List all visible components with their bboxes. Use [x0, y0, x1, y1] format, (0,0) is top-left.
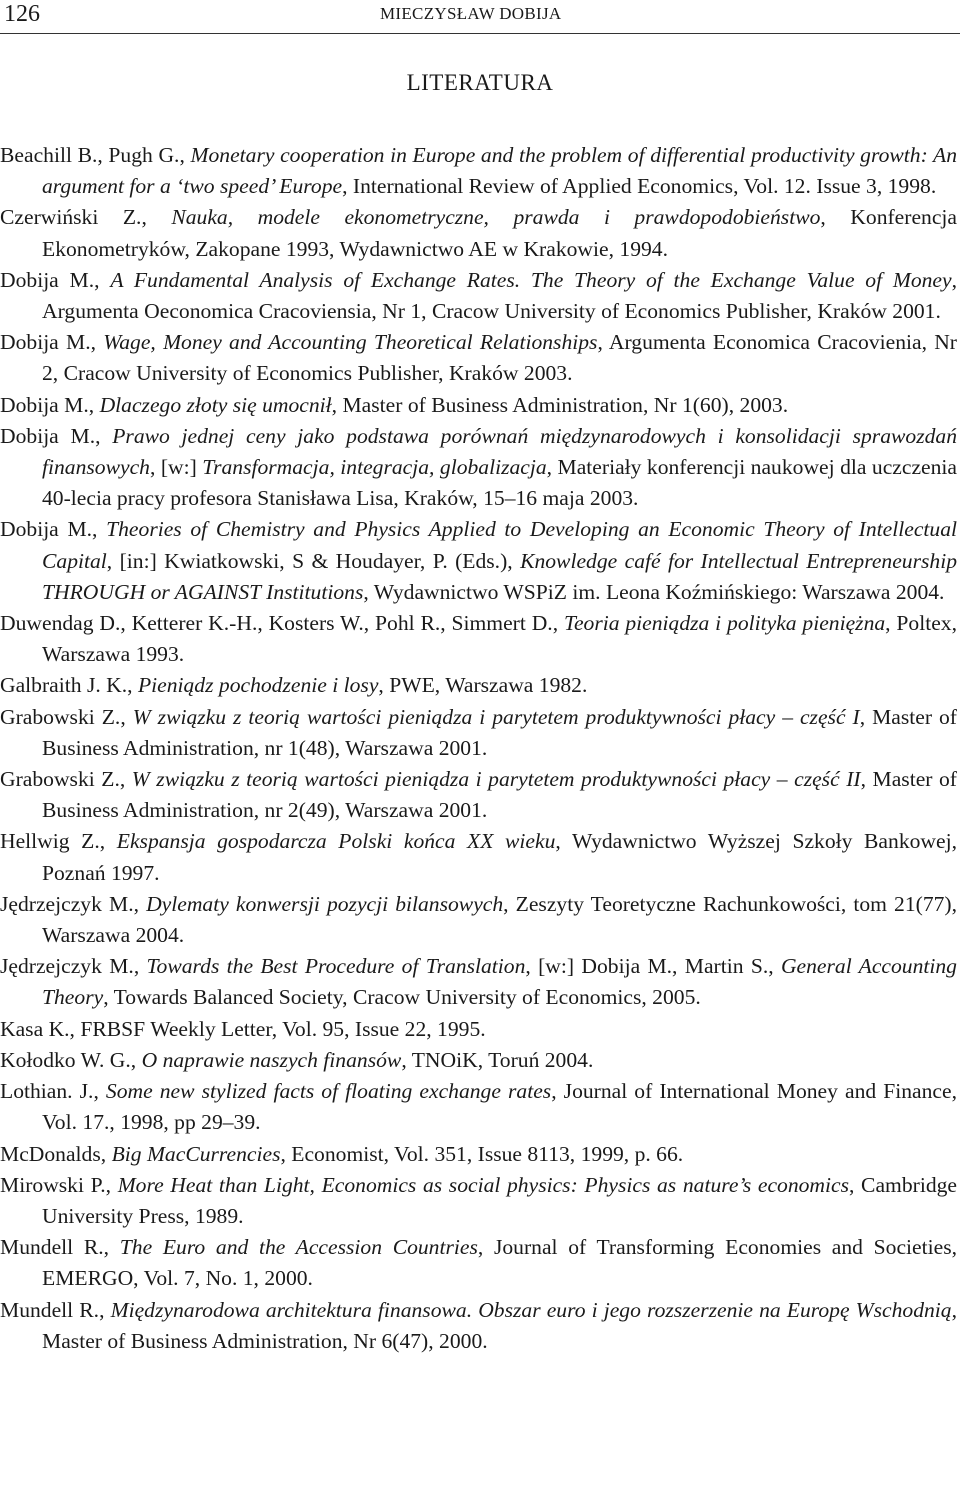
reference-text: ,	[133, 954, 147, 979]
reference-text: , International Review of Applied Economics, Vol. 12. Issue 3, 1998.	[342, 174, 937, 199]
reference-title: Knowledge café for Intellectual Entrepreneurship THROUGH or AGAINST Institutions	[42, 548, 957, 604]
reference-text: Grabowski Z.	[0, 704, 121, 729]
reference-entry	[0, 826, 957, 888]
reference-title: Monetary cooperation in Europe and the problem of differential productivity growth: An argument for a ‘two speed’ Europe	[42, 143, 958, 199]
reference-text: Kasa K., FRBSF Weekly Letter, Vol. 95, Issue 22, 1995.	[0, 1016, 486, 1041]
reference-text: , Argumenta Oeconomica Cracoviensia, Nr 1, Cracow University of Economics Publisher, Kraków 2001.	[42, 267, 958, 324]
reference-entry	[0, 1139, 957, 1170]
reference-title: Some new stylized facts of floating exchange rates	[105, 1079, 552, 1104]
reference-entry	[0, 202, 957, 264]
reference-title: W związku z teorią wartości pieniądza i parytetem produktywności płacy – część II	[131, 767, 861, 792]
reference-text: Mirowski P.	[0, 1172, 106, 1197]
reference-text: , Towards Balanced Society, Cracow University of Economics, 2005.	[103, 985, 701, 1010]
reference-text: Mundell R.	[0, 1235, 104, 1260]
reference-text: Mundell R.	[0, 1297, 100, 1322]
reference-text: ,	[105, 1172, 118, 1197]
reference-text: ,	[99, 829, 117, 854]
reference-list	[0, 140, 957, 1357]
reference-text: ,	[88, 392, 100, 417]
reference-entry	[0, 1295, 957, 1357]
reference-text: , [in:] Kwiatkowski, S & Houdayer, P. (Eds.),	[106, 548, 521, 573]
reference-text: ,	[93, 1079, 106, 1104]
reference-text: , Master of Business Administration, nr 1(48), Warszawa 2001.	[42, 704, 957, 760]
reference-text: , [w:] Dobija M., Martin S.,	[525, 954, 781, 979]
reference-entry	[0, 421, 957, 515]
reference-text: , [w:]	[149, 455, 203, 480]
reference-title: Dylematy konwersji pozycji bilansowych	[146, 891, 504, 916]
reference-text: , Wydawnictwo WSPiZ im. Leona Koźmińskiego: Warszawa 2004.	[363, 579, 945, 604]
reference-text: Beachill B., Pugh G.	[0, 143, 180, 167]
reference-text: ,	[127, 673, 138, 698]
reference-text: Dobija M.	[0, 517, 93, 542]
reference-title: General Accounting Theory	[42, 954, 957, 1010]
reference-entry	[0, 265, 957, 327]
reference-entry	[0, 1045, 957, 1076]
reference-entry	[0, 670, 957, 701]
reference-text: ,	[133, 891, 147, 916]
reference-title: A Fundamental Analysis of Exchange Rates. The Theory of the Exchange Value of Money	[110, 267, 952, 292]
reference-title: Theories of Chemistry and Physics Applied to Developing an Economic Theory of Intellectual Capital	[42, 517, 958, 573]
reference-text: , Konferencja Ekonometryków, Zakopane 1993, Wydawnictwo AE w Krakowie, 1994.	[42, 205, 958, 261]
reference-text: ,	[99, 1297, 111, 1322]
reference-text: ,	[94, 267, 111, 292]
reference-title: The Euro and the Accession Countries	[119, 1235, 478, 1260]
reference-text: , TNOiK, Toruń 2004.	[401, 1047, 594, 1072]
reference-text: Duwendag D., Ketterer K.-H., Kosters W., Pohl R., Simmert D.	[0, 611, 553, 636]
reference-text: , Master of Business Administration, Nr 6(47), 2000.	[42, 1297, 958, 1353]
reference-entry	[0, 327, 957, 389]
reference-text: , Materiały konferencji naukowej dla uczczenia 40-lecia pracy profesora Stanisława Lisa, Kraków, 15–16 maja 2003.	[42, 455, 958, 511]
section-title: LITERATURA	[406, 70, 554, 95]
reference-text: Jędrzejczyk M.	[0, 891, 134, 916]
reference-title: W związku z teorią wartości pieniądza i parytetem produktywności płacy – część I	[132, 704, 860, 729]
reference-text: ,	[179, 143, 191, 167]
reference-text: ,	[119, 767, 132, 792]
reference-text: Dobija M.	[0, 330, 91, 355]
reference-title: Nauka, modele ekonometryczne, prawda i prawdopodobieństwo	[171, 205, 821, 230]
reference-text: Hellwig Z.	[0, 829, 100, 854]
page-number: 126	[4, 1, 40, 27]
reference-title: Prawo jednej ceny jako podstawa porównań międzynarodowych i konsolidacji sprawozdań finansowych	[42, 423, 957, 480]
reference-entry	[0, 1170, 957, 1232]
reference-text: ,	[92, 517, 107, 542]
reference-text: , Master of Business Administration, Nr 1(60), 2003.	[331, 392, 789, 417]
reference-text: McDonalds,	[0, 1141, 112, 1166]
reference-text: ,	[552, 611, 564, 636]
reference-entry	[0, 140, 957, 202]
reference-entry	[0, 889, 957, 951]
reference-text: , Economist, Vol. 351, Issue 8113, 1999, p. 66.	[280, 1141, 684, 1166]
reference-entry	[0, 608, 957, 670]
page-header	[0, 0, 960, 34]
reference-title: Teoria pieniądza i polityka pieniężna	[563, 611, 886, 636]
reference-entry	[0, 390, 957, 421]
reference-text: ,	[130, 1047, 142, 1072]
reference-title: Pieniądz pochodzenie i losy	[137, 673, 379, 698]
reference-text: Grabowski Z.	[0, 767, 120, 792]
reference-text: , PWE, Warszawa 1982.	[378, 673, 588, 698]
reference-title: Towards the Best Procedure of Translation	[146, 954, 526, 979]
reference-text: Lothian. J.	[0, 1079, 94, 1104]
reference-title: Dlaczego złoty się umocnił	[99, 392, 332, 417]
reference-text: ,	[120, 704, 133, 729]
reference-text: Dobija M.	[0, 267, 95, 292]
header-divider	[0, 33, 960, 34]
reference-text: , Journal of International Money and Finance, Vol. 17., 1998, pp 29–39.	[42, 1079, 958, 1135]
reference-title: Wage, Money and Accounting Theoretical Relationships	[103, 330, 598, 355]
reference-text: , Cambridge University Press, 1989.	[42, 1172, 958, 1228]
reference-title: Ekspansja gospodarcza Polski końca XX wieku	[116, 829, 556, 854]
reference-title: Międzynarodowa architektura finansowa. Obszar euro i jego rozszerzenie na Europę Wschodnią	[110, 1297, 952, 1322]
reference-text: , Poltex, Warszawa 1993.	[42, 611, 957, 667]
reference-text: ,	[95, 423, 113, 448]
reference-text: , Journal of Transforming Economies and Societies, EMERGO, Vol. 7, No. 1, 2000.	[42, 1235, 958, 1291]
reference-text: , Master of Business Administration, nr 2(49), Warszawa 2001.	[42, 767, 957, 823]
reference-text: Dobija M.	[0, 392, 89, 417]
reference-text: , Wydawnictwo Wyższej Szkoły Bankowej, Poznań 1997.	[42, 829, 957, 885]
reference-entry	[0, 1232, 957, 1294]
reference-text: Czerwiński Z.	[0, 205, 142, 230]
reference-text: Jędrzejczyk M.	[0, 954, 134, 979]
reference-entry	[0, 702, 957, 764]
reference-entry	[0, 1076, 957, 1138]
reference-text: ,	[141, 205, 172, 230]
reference-title: Big MacCurrencies	[111, 1141, 281, 1166]
reference-entry	[0, 764, 957, 826]
reference-text: ,	[103, 1235, 120, 1260]
reference-entry	[0, 951, 957, 1013]
running-head: MIECZYSŁAW DOBIJA	[380, 4, 562, 23]
reference-entry	[0, 514, 957, 608]
reference-entry	[0, 1014, 957, 1045]
reference-text: , Argumenta Economica Cracovienia, Nr 2, Cracow University of Economics Publisher, Kraków 2003.	[42, 330, 958, 386]
reference-text: ,	[90, 330, 104, 355]
reference-title: Transformacja, integracja, globalizacja	[202, 455, 547, 480]
reference-text: , Zeszyty Teoretyczne Rachunkowości, tom 21(77), Warszawa 2004.	[42, 891, 958, 948]
reference-text: Kołodko W. G.	[0, 1047, 131, 1072]
reference-text: Galbraith J. K.	[0, 673, 128, 698]
reference-text: Dobija M.	[0, 423, 96, 448]
reference-title: More Heat than Light, Economics as social physics: Physics as nature’s economics	[117, 1172, 850, 1197]
reference-title: O naprawie naszych finansów	[141, 1047, 402, 1072]
